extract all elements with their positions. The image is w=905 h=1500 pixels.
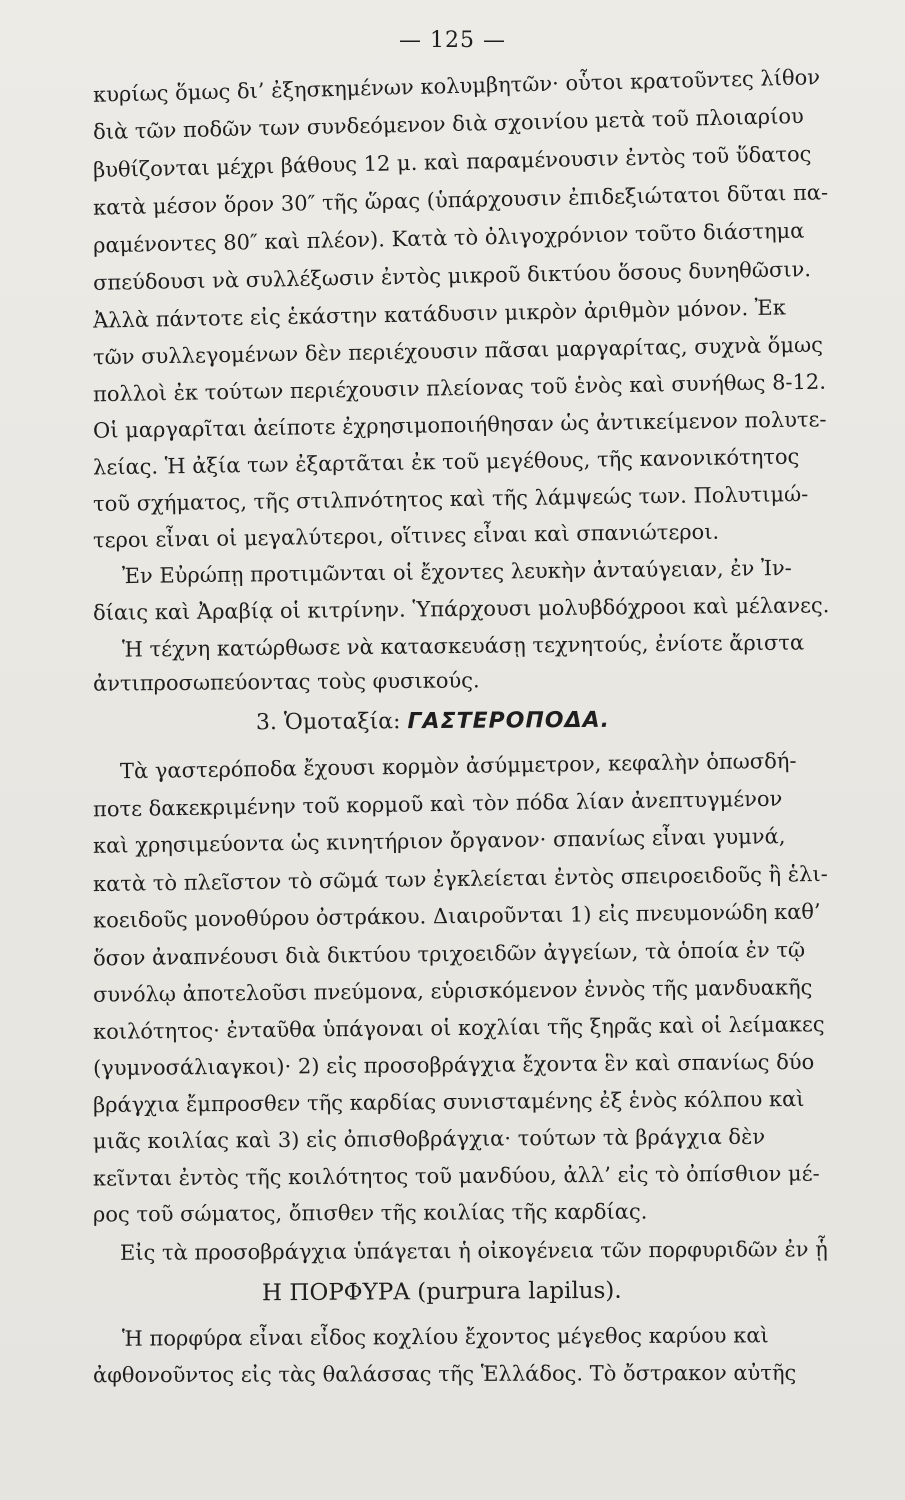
text-line: (γυμνοσάλιαγκοι)· 2) εἰς προσοβράγχια ἔχοντα ἓν καὶ σπανίως δύο xyxy=(92,1049,815,1081)
text-line: κυρίως ὅμως δι’ ἐξησκημένων κολυμβητῶν· οὗτοι κρατοῦντες λίθον xyxy=(92,65,821,107)
text-line: ραμένοντες 80″ καὶ πλέον). Κατὰ τὸ ὀλιγοχρόνιον τοῦτο διάστημα xyxy=(92,218,805,258)
text-line: Οἱ μαργαρῖται ἀείποτε ἐχρησιμοποιήθησαν ὡς ἀντικείμενον πολυτε- xyxy=(92,407,827,443)
section-heading xyxy=(256,707,610,737)
text-line: κοειδοῦς μονοθύρου ὀστράκου. Διαιροῦνται 1) εἰς πνευμονώδη καθ’ xyxy=(92,899,821,933)
text-line: κατὰ μέσον ὅρον 30″ τῆς ὥρας (ὑπάρχουσιν ἐπιδεξιώτατοι δῦται πα- xyxy=(92,180,829,220)
text-line: Ἐν Εὐρώπῃ προτιμῶνται οἱ ἔχοντες λευκὴν ἀνταύγειαν, ἐν Ἰν- xyxy=(121,555,792,589)
text-line: ποτε δακεκριμένην τοῦ κορμοῦ καὶ τὸν πόδα λίαν ἀνεπτυγμένον xyxy=(92,786,783,822)
text-line: σπεύδουσι νὰ συλλέξωσιν ἐντὸς μικροῦ δικτύου ὅσους δυνηθῶσιν. xyxy=(92,257,812,295)
text-line: τῶν συλλεγομένων δὲν περιέχουσιν πᾶσαι μαργαρίτας, συχνὰ ὅμως xyxy=(92,332,824,370)
text-line: πολλοὶ ἐκ τούτων περιέχουσιν πλείονας τοῦ ἑνὸς καὶ συνήθως 8-12. xyxy=(92,369,827,407)
text-line: τεροι εἶναι οἱ μεγαλύτεροι, οἵτινες εἶναι καὶ σπανιώτεροι. xyxy=(92,519,720,553)
text-line: ἀφθονοῦντος εἰς τὰς θαλάσσας τῆς Ἑλλάδος. Τὸ ὄστρακον αὐτῆς xyxy=(92,1360,797,1388)
species-heading: Η ΠΟΡΦΥΡΑ (purpura lapilus). xyxy=(261,1277,622,1307)
text-line: κοιλότητος· ἐνταῦθα ὑπάγοναι οἱ κοχλίαι τῆς ξηρᾶς καὶ οἱ λείμακες xyxy=(92,1012,825,1044)
text-line: βράγχια ἔμπροσθεν τῆς καρδίας συνισταμένης ἐξ ἑνὸς κόλπου καὶ xyxy=(92,1086,805,1118)
section-title: ΓΑΣΤΕΡΟΠΟΔΑ. xyxy=(407,707,611,735)
text-line: Εἰς τὰ προσοβράγχια ὑπάγεται ἡ οἰκογένεια τῶν πορφυριδῶν ἐν ᾗ xyxy=(119,1237,828,1265)
section-number: 3. xyxy=(255,710,278,736)
text-line: ὅσον ἀναπνέουσι διὰ δικτύου τριχοειδῶν ἀγγείων, τὰ ὁποία ἐν τῷ xyxy=(92,937,806,971)
text-line: κατὰ τὸ πλεῖστον τὸ σῶμά των ἐγκλείεται ἐντὸς σπειροειδοῦς ἢ ἑλι- xyxy=(92,861,828,897)
page-number: — 125 — xyxy=(399,28,506,53)
text-line: βυθίζονται μέχρι βάθους 12 μ. καὶ παραμένουσιν ἐντὸς τοῦ ὕδατος xyxy=(92,141,812,183)
section-label: Ὁμοταξία: xyxy=(283,709,401,736)
text-line: Τὰ γαστερόποδα ἔχουσι κορμὸν ἀσύμμετρον, κεφαλὴν ὁπωσδή- xyxy=(119,748,797,784)
text-line: δίαις καὶ Ἀραβίᾳ οἱ κιτρίνην. Ὑπάρχουσι μολυβδόχροοι καὶ μέλανες. xyxy=(92,593,830,625)
text-line: καὶ χρησιμεύοντα ὡς κινητήριον ὄργανον· σπανίως εἶναι γυμνά, xyxy=(92,824,786,858)
text-line: λείας. Ἡ ἀξία των ἐξαρτᾶται ἐκ τοῦ μεγέθους, τῆς κανονικότητος xyxy=(92,444,800,480)
text-line: συνόλῳ ἀποτελοῦσι πνεύμονα, εὑρισκόμενον ἐννὸς τῆς μανδυακῆς xyxy=(92,975,813,1007)
text-line: ρος τοῦ σώματος, ὄπισθεν τῆς κοιλίας τῆς καρδίας. xyxy=(92,1199,648,1227)
text-line: ἀντιπροσωπεύοντας τοὺς φυσικούς. xyxy=(92,668,480,696)
text-line: κεῖνται ἐντὸς τῆς κοιλότητος τοῦ μανδύου, ἀλλ’ εἰς τὸ ὀπίσθιον μέ- xyxy=(92,1161,820,1191)
text-line: μιᾶς κοιλίας καὶ 3) εἰς ὀπισθοβράγχια· τούτων τὰ βράγχια δὲν xyxy=(92,1124,766,1154)
text-line: Ἀλλὰ πάντοτε εἰς ἑκάστην κατάδυσιν μικρὸν ἀριθμὸν μόνον. Ἐκ xyxy=(92,295,787,333)
text-line: Ἡ πορφύρα εἶναι εἶδος κοχλίου ἔχοντος μέγεθος καρύου καὶ xyxy=(121,1323,769,1351)
text-line: Ἡ τέχνη κατώρθωσε νὰ κατασκευάσῃ τεχνητούς, ἐνίοτε ἄριστα xyxy=(121,630,805,662)
text-line: τοῦ σχήματος, τῆς στιλπνότητος καὶ τῆς λάμψεώς των. Πολυτιμώ- xyxy=(92,482,809,516)
text-line: διὰ τῶν ποδῶν των συνδεόμενον διὰ σχοινίου μετὰ τοῦ πλοιαρίου xyxy=(92,103,804,145)
